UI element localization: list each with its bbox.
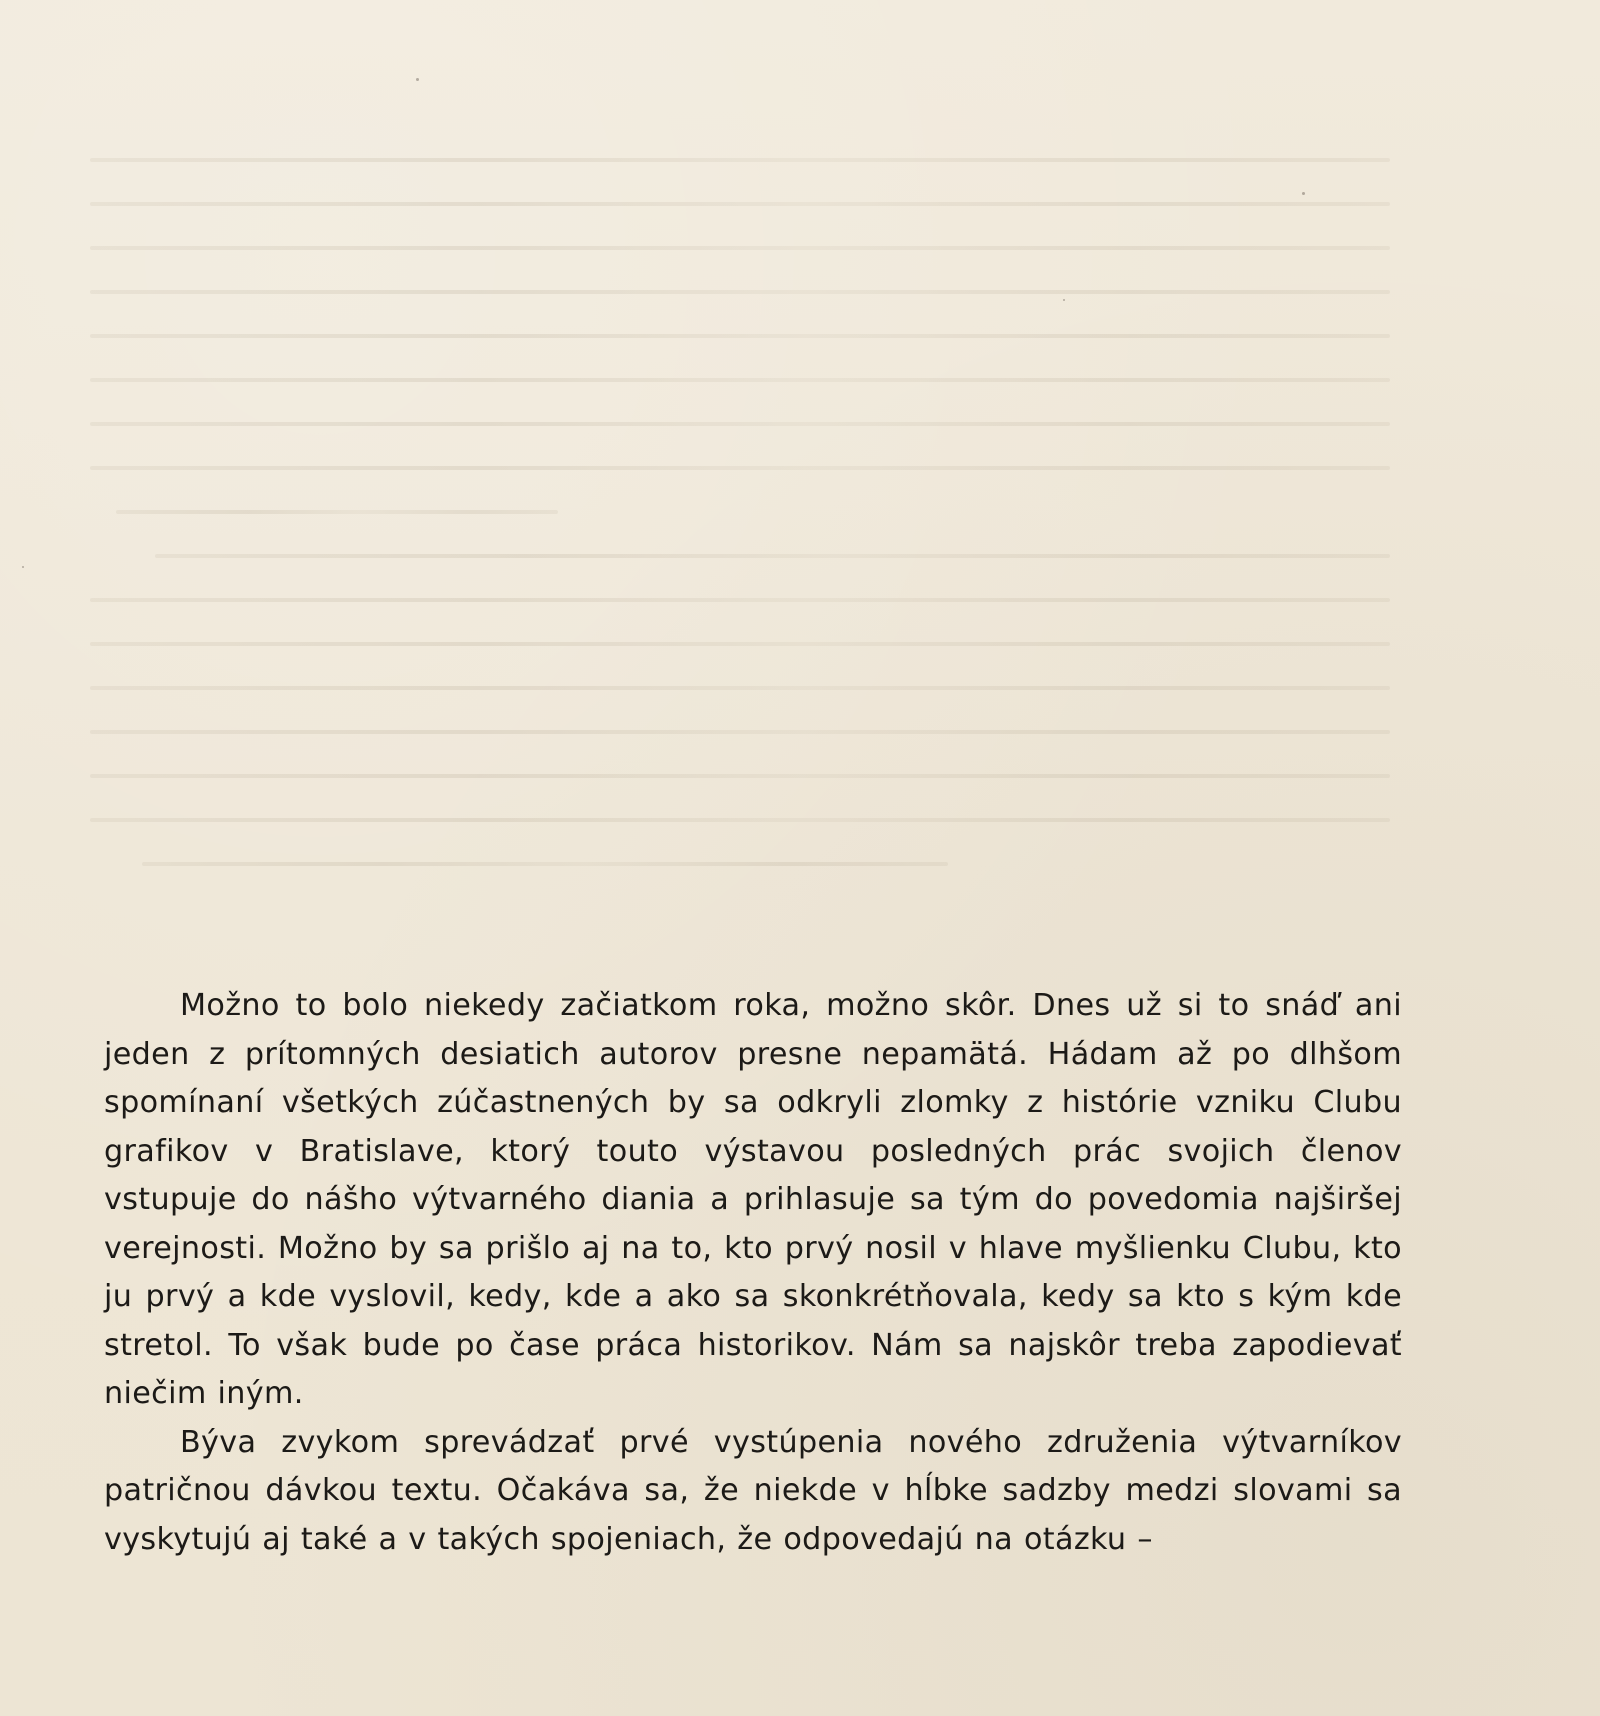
paper-speck <box>1063 299 1065 301</box>
paper-speck <box>416 78 419 81</box>
paper-speck <box>1302 192 1305 195</box>
paper-speck <box>22 566 24 568</box>
body-text <box>104 982 1402 1564</box>
reverse-side-show-through <box>90 158 1390 958</box>
paragraph-1: Možno to bolo niekedy začiatkom roka, možno skôr. Dnes už si to snáď ani jeden z prítomných desiatich autorov presne nepamätá. Hádam až po dlhšom spomínaní všetkých zúčastnených by sa odkryli zlomky z histórie vzniku Clubu grafikov v Bratislave, ktorý touto výstavou posledných prác svojich členov vstupuje do nášho výtvarného diania a prihlasuje sa tým do povedomia najširšej verejnosti. Možno by sa prišlo aj na to, kto prvý nosil v hlave myšlienku Clubu, kto ju prvý a kde vyslovil, kedy, kde a ako sa skonkrétňovala, kedy sa kto s kým kde stretol. To však bude po čase práca historikov. Nám sa najskôr treba zapodievať niečim iným. <box>104 988 1402 1411</box>
paragraph-2: Býva zvykom sprevádzať prvé vystúpenia nového združenia výtvarníkov patričnou dávkou textu. Očakáva sa, že niekde v hĺbke sadzby medzi slovami sa vyskytujú aj také a v takých spojeniach, že odpovedajú na otázku – <box>104 1424 1402 1557</box>
